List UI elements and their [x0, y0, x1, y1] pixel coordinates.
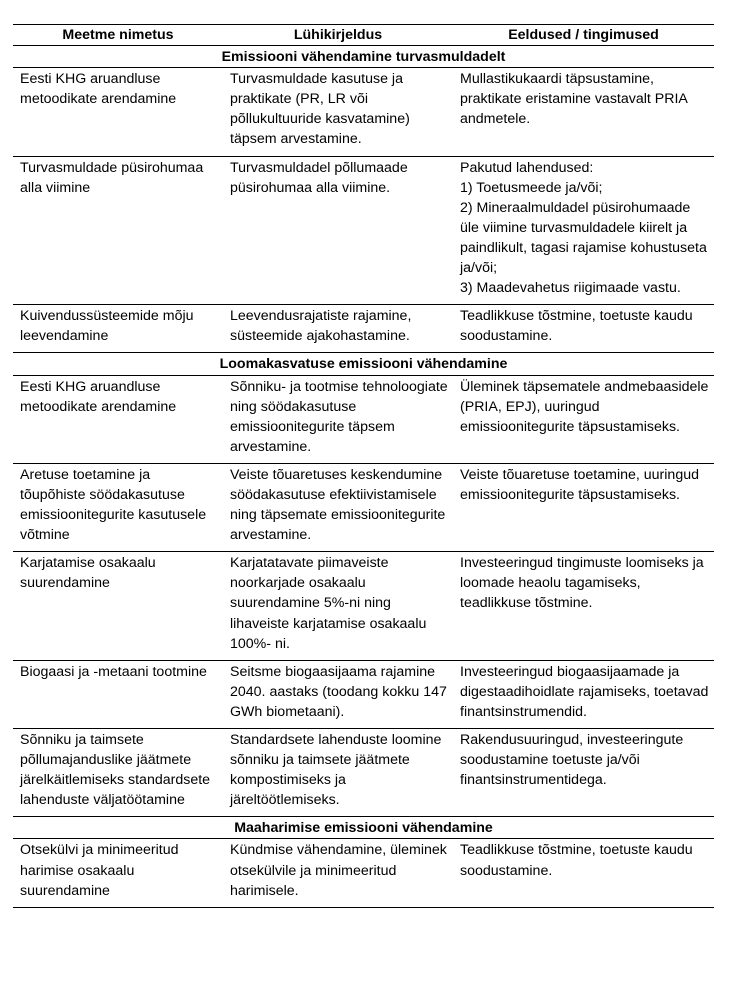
measure-description: Karjatatavate piimaveiste noorkarjade osakaalu suurendamine 5%-ni ning lihaveiste karjatamise osakaalu 100%- ni. [223, 552, 453, 660]
section-row [13, 817, 714, 839]
measure-name: Biogaasi ja -metaani tootmine [13, 660, 223, 728]
header-preconditions: Eeldused / tingimused [453, 25, 714, 46]
measure-conditions: Veiste tõuaretuse toetamine, uuringud emissioonitegurite täpsustamiseks. [453, 463, 714, 551]
measure-description: Kündmise vähendamine, üleminek otsekülvile ja minimeeritud harimisele. [223, 839, 453, 907]
table-row [13, 375, 714, 463]
table-row [13, 729, 714, 817]
section-title: Maaharimise emissiooni vähendamine [13, 817, 714, 839]
table-row [13, 552, 714, 660]
measure-name: Eesti KHG aruandluse metoodikate arendamine [13, 68, 223, 156]
table-row [13, 839, 714, 907]
measure-name: Aretuse toetamine ja tõupõhiste söödakasutuse emissioonitegurite kasutusele võtmine [13, 463, 223, 551]
measure-name: Eesti KHG aruandluse metoodikate arendamine [13, 375, 223, 463]
section-row [13, 46, 714, 68]
measure-name: Kuivendussüsteemide mõju leevendamine [13, 305, 223, 353]
measure-name: Sõnniku ja taimsete põllumajanduslike jäätmete järelkäitlemiseks standardsete lahenduste väljatöötamine [13, 729, 223, 817]
measure-description: Seitsme biogaasijaama rajamine 2040. aastaks (toodang kokku 147 GWh biometaani). [223, 660, 453, 728]
table-row [13, 305, 714, 353]
measures-table [13, 24, 714, 908]
measure-conditions: Üleminek täpsematele andmebaasidele (PRIA, EPJ), uuringud emissioonitegurite täpsustamiseks. [453, 375, 714, 463]
table-row [13, 68, 714, 156]
header-short-description: Lühikirjeldus [223, 25, 453, 46]
measure-conditions: Investeeringud tingimuste loomiseks ja loomade heaolu tagamiseks, teadlikkuse tõstmine. [453, 552, 714, 660]
measure-conditions: Mullastikukaardi täpsustamine, praktikate eristamine vastavalt PRIA andmetele. [453, 68, 714, 156]
measure-conditions: Rakendusuuringud, investeeringute soodustamine toetuste ja/või finantsinstrumentidega. [453, 729, 714, 817]
measure-description: Standardsete lahenduste loomine sõnniku ja taimsete jäätmete kompostimiseks ja järeltöötlemiseks. [223, 729, 453, 817]
header-row [13, 25, 714, 46]
section-row [13, 353, 714, 375]
measure-description: Veiste tõuaretuses keskendumine söödakasutuse efektiivistamisele ning täpsemate emissioonitegurite arvestamine. [223, 463, 453, 551]
measure-description: Turvasmuldadel põllumaade püsirohumaa alla viimine. [223, 156, 453, 305]
header-measure-name: Meetme nimetus [13, 25, 223, 46]
table-row [13, 463, 714, 551]
measure-description: Turvasmuldade kasutuse ja praktikate (PR, LR või põllukultuuride kasvatamine) täpsem arvestamine. [223, 68, 453, 156]
section-title: Emissiooni vähendamine turvasmuldadelt [13, 46, 714, 68]
measure-name: Turvasmuldade püsirohumaa alla viimine [13, 156, 223, 305]
measure-conditions: Teadlikkuse tõstmine, toetuste kaudu soodustamine. [453, 305, 714, 353]
table-row [13, 660, 714, 728]
section-title: Loomakasvatuse emissiooni vähendamine [13, 353, 714, 375]
measure-conditions: Pakutud lahendused: 1) Toetusmeede ja/või; 2) Mineraalmuldadel püsirohumaade üle viimine turvasmuldadele kiirelt ja paindlikult, tagasi rajamise kohustuseta ja/või; 3) Maadevahetus riigimaade vastu. [453, 156, 714, 305]
measure-name: Otsekülvi ja minimeeritud harimise osakaalu suurendamine [13, 839, 223, 907]
measure-name: Karjatamise osakaalu suurendamine [13, 552, 223, 660]
measure-description: Sõnniku- ja tootmise tehnoloogiate ning söödakasutuse emissioonitegurite täpsem arvestamine. [223, 375, 453, 463]
measure-conditions: Teadlikkuse tõstmine, toetuste kaudu soodustamine. [453, 839, 714, 907]
measure-conditions: Investeeringud biogaasijaamade ja digestaadihoidlate rajamiseks, toetavad finantsinstrumendid. [453, 660, 714, 728]
measure-description: Leevendusrajatiste rajamine, süsteemide ajakohastamine. [223, 305, 453, 353]
table-row [13, 156, 714, 305]
